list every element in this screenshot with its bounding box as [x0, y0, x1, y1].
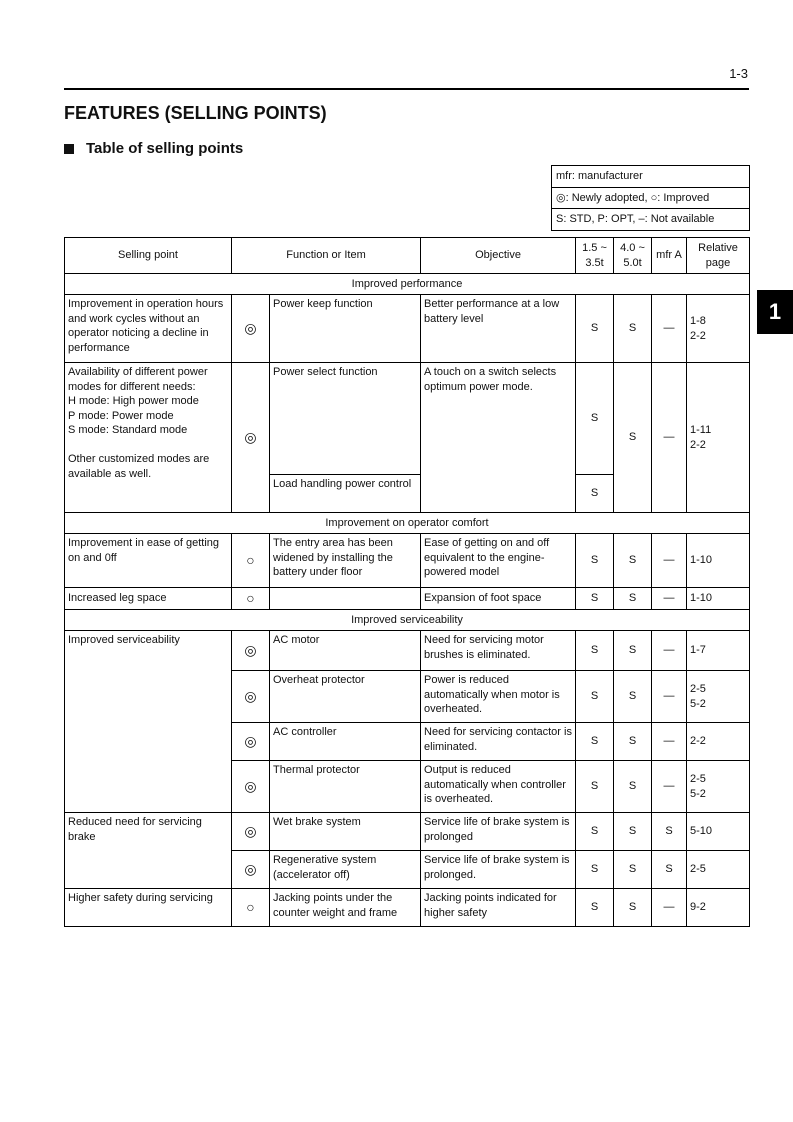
capacity-a-cell: S — [576, 631, 614, 671]
table-row — [65, 813, 750, 851]
page-title: FEATURES (SELLING POINTS) — [64, 103, 327, 123]
objective-cell: Ease of getting on and off equivalent to the engine-powered model — [421, 534, 576, 588]
mfr-cell: — — [652, 295, 687, 363]
function-cell: Regenerative system (accelerator off) — [270, 851, 421, 889]
page-cell: 1-10 — [687, 588, 750, 610]
objective-cell: Power is reduced automatically when motor is overheated. — [421, 671, 576, 723]
page-number: 1-3 — [729, 66, 748, 81]
capacity-a-cell: S — [576, 475, 614, 513]
table-row — [65, 631, 750, 671]
mfr-cell: — — [652, 671, 687, 723]
function-cell: Wet brake system — [270, 813, 421, 851]
capacity-a-cell: S — [576, 295, 614, 363]
mfr-cell: S — [652, 851, 687, 889]
header-function: Function or Item — [232, 238, 421, 274]
table-row — [65, 588, 750, 610]
status-mark: ○ — [232, 588, 270, 610]
legend-line: S: STD, P: OPT, –: Not available — [556, 213, 715, 225]
capacity-b-cell: S — [614, 761, 652, 813]
objective-cell: Better performance at a low battery level — [421, 295, 576, 363]
capacity-b-cell: S — [614, 851, 652, 889]
subtitle-text: Table of selling points — [86, 140, 244, 157]
selling-point-cell: Improved serviceability — [65, 631, 232, 813]
objective-cell: Need for servicing motor brushes is eliminated. — [421, 631, 576, 671]
page-cell: 2-2 — [687, 723, 750, 761]
selling-points-table — [64, 237, 750, 927]
capacity-b-cell: S — [614, 889, 652, 927]
objective-cell: A touch on a switch selects optimum power mode. — [421, 363, 576, 513]
header-mfr: mfr A — [652, 238, 687, 274]
page-cell: 5-10 — [687, 813, 750, 851]
objective-cell: Jacking points indicated for higher safety — [421, 889, 576, 927]
capacity-a-cell: S — [576, 363, 614, 475]
page-cell: 1-8 2-2 — [687, 295, 750, 363]
square-bullet-icon — [64, 144, 74, 154]
header-page: Relative page — [687, 238, 750, 274]
mfr-cell: — — [652, 889, 687, 927]
header-selling-point: Selling point — [65, 238, 232, 274]
selling-point-cell: Availability of different power modes for different needs: H mode: High power mode P mode: Power mode S mode: Standard mode Other customized modes are available as well. — [65, 363, 232, 513]
status-mark: ◎ — [232, 631, 270, 671]
capacity-a-cell: S — [576, 534, 614, 588]
capacity-b-cell: S — [614, 813, 652, 851]
table-row — [65, 534, 750, 588]
objective-cell: Service life of brake system is prolonged. — [421, 851, 576, 889]
function-cell — [270, 588, 421, 610]
status-mark: ◎ — [232, 723, 270, 761]
header-objective: Objective — [421, 238, 576, 274]
status-mark: ◎ — [232, 813, 270, 851]
page-cell: 1-7 — [687, 631, 750, 671]
header-rule — [64, 88, 749, 90]
page-cell: 1-11 2-2 — [687, 363, 750, 513]
objective-cell: Need for servicing contactor is eliminated. — [421, 723, 576, 761]
status-mark: ○ — [232, 534, 270, 588]
function-cell: Power keep function — [270, 295, 421, 363]
selling-point-cell: Increased leg space — [65, 588, 232, 610]
function-cell: Jacking points under the counter weight and frame — [270, 889, 421, 927]
mfr-cell: — — [652, 761, 687, 813]
objective-cell: Service life of brake system is prolonged — [421, 813, 576, 851]
section-heading: Improved serviceability — [65, 610, 750, 631]
capacity-b-cell: S — [614, 723, 652, 761]
capacity-b-cell: S — [614, 534, 652, 588]
page-cell: 2-5 — [687, 851, 750, 889]
mfr-cell: — — [652, 588, 687, 610]
function-cell: Overheat protector — [270, 671, 421, 723]
selling-point-cell: Improvement in ease of getting on and 0ff — [65, 534, 232, 588]
objective-cell: Output is reduced automatically when controller is overheated. — [421, 761, 576, 813]
table-header-row — [65, 238, 750, 274]
function-cell: Thermal protector — [270, 761, 421, 813]
capacity-a-cell: S — [576, 813, 614, 851]
function-cell: AC controller — [270, 723, 421, 761]
capacity-b-cell: S — [614, 631, 652, 671]
chapter-tab: 1 — [757, 290, 793, 334]
selling-point-cell: Reduced need for servicing brake — [65, 813, 232, 889]
section-subtitle — [64, 140, 243, 157]
header-capacity-b: 4.0 ~ 5.0t — [614, 238, 652, 274]
function-cell: Load handling power control — [270, 475, 421, 513]
legend-box — [551, 165, 750, 231]
capacity-a-cell: S — [576, 588, 614, 610]
function-cell: The entry area has been widened by installing the battery under floor — [270, 534, 421, 588]
selling-point-cell: Higher safety during servicing — [65, 889, 232, 927]
mfr-cell: — — [652, 363, 687, 513]
capacity-b-cell: S — [614, 588, 652, 610]
status-mark: ◎ — [232, 671, 270, 723]
status-mark: ◎ — [232, 295, 270, 363]
table-row — [65, 889, 750, 927]
selling-point-cell: Improvement in operation hours and work cycles without an operator noticing a decline in performance — [65, 295, 232, 363]
mfr-cell: — — [652, 534, 687, 588]
page-cell: 9-2 — [687, 889, 750, 927]
status-mark: ◎ — [232, 851, 270, 889]
mfr-cell: — — [652, 631, 687, 671]
function-cell: AC motor — [270, 631, 421, 671]
capacity-b-cell: S — [614, 671, 652, 723]
table-row — [65, 295, 750, 363]
capacity-b-cell: S — [614, 363, 652, 513]
mfr-cell: S — [652, 813, 687, 851]
page-cell: 1-10 — [687, 534, 750, 588]
mfr-cell: — — [652, 723, 687, 761]
capacity-a-cell: S — [576, 723, 614, 761]
section-heading: Improvement on operator comfort — [65, 513, 750, 534]
objective-cell: Expansion of foot space — [421, 588, 576, 610]
page-cell: 2-5 5-2 — [687, 671, 750, 723]
header-capacity-a: 1.5 ~ 3.5t — [576, 238, 614, 274]
status-mark: ○ — [232, 889, 270, 927]
section-heading: Improved performance — [65, 274, 750, 295]
capacity-a-cell: S — [576, 851, 614, 889]
table-row — [65, 363, 750, 475]
legend-line: ◎: Newly adopted, ○: Improved — [552, 188, 749, 210]
legend-line: mfr: manufacturer — [552, 166, 749, 188]
capacity-a-cell: S — [576, 889, 614, 927]
function-cell: Power select function — [270, 363, 421, 475]
status-mark: ◎ — [232, 761, 270, 813]
capacity-a-cell: S — [576, 761, 614, 813]
status-mark: ◎ — [232, 363, 270, 513]
capacity-b-cell: S — [614, 295, 652, 363]
page-cell: 2-5 5-2 — [687, 761, 750, 813]
capacity-a-cell: S — [576, 671, 614, 723]
